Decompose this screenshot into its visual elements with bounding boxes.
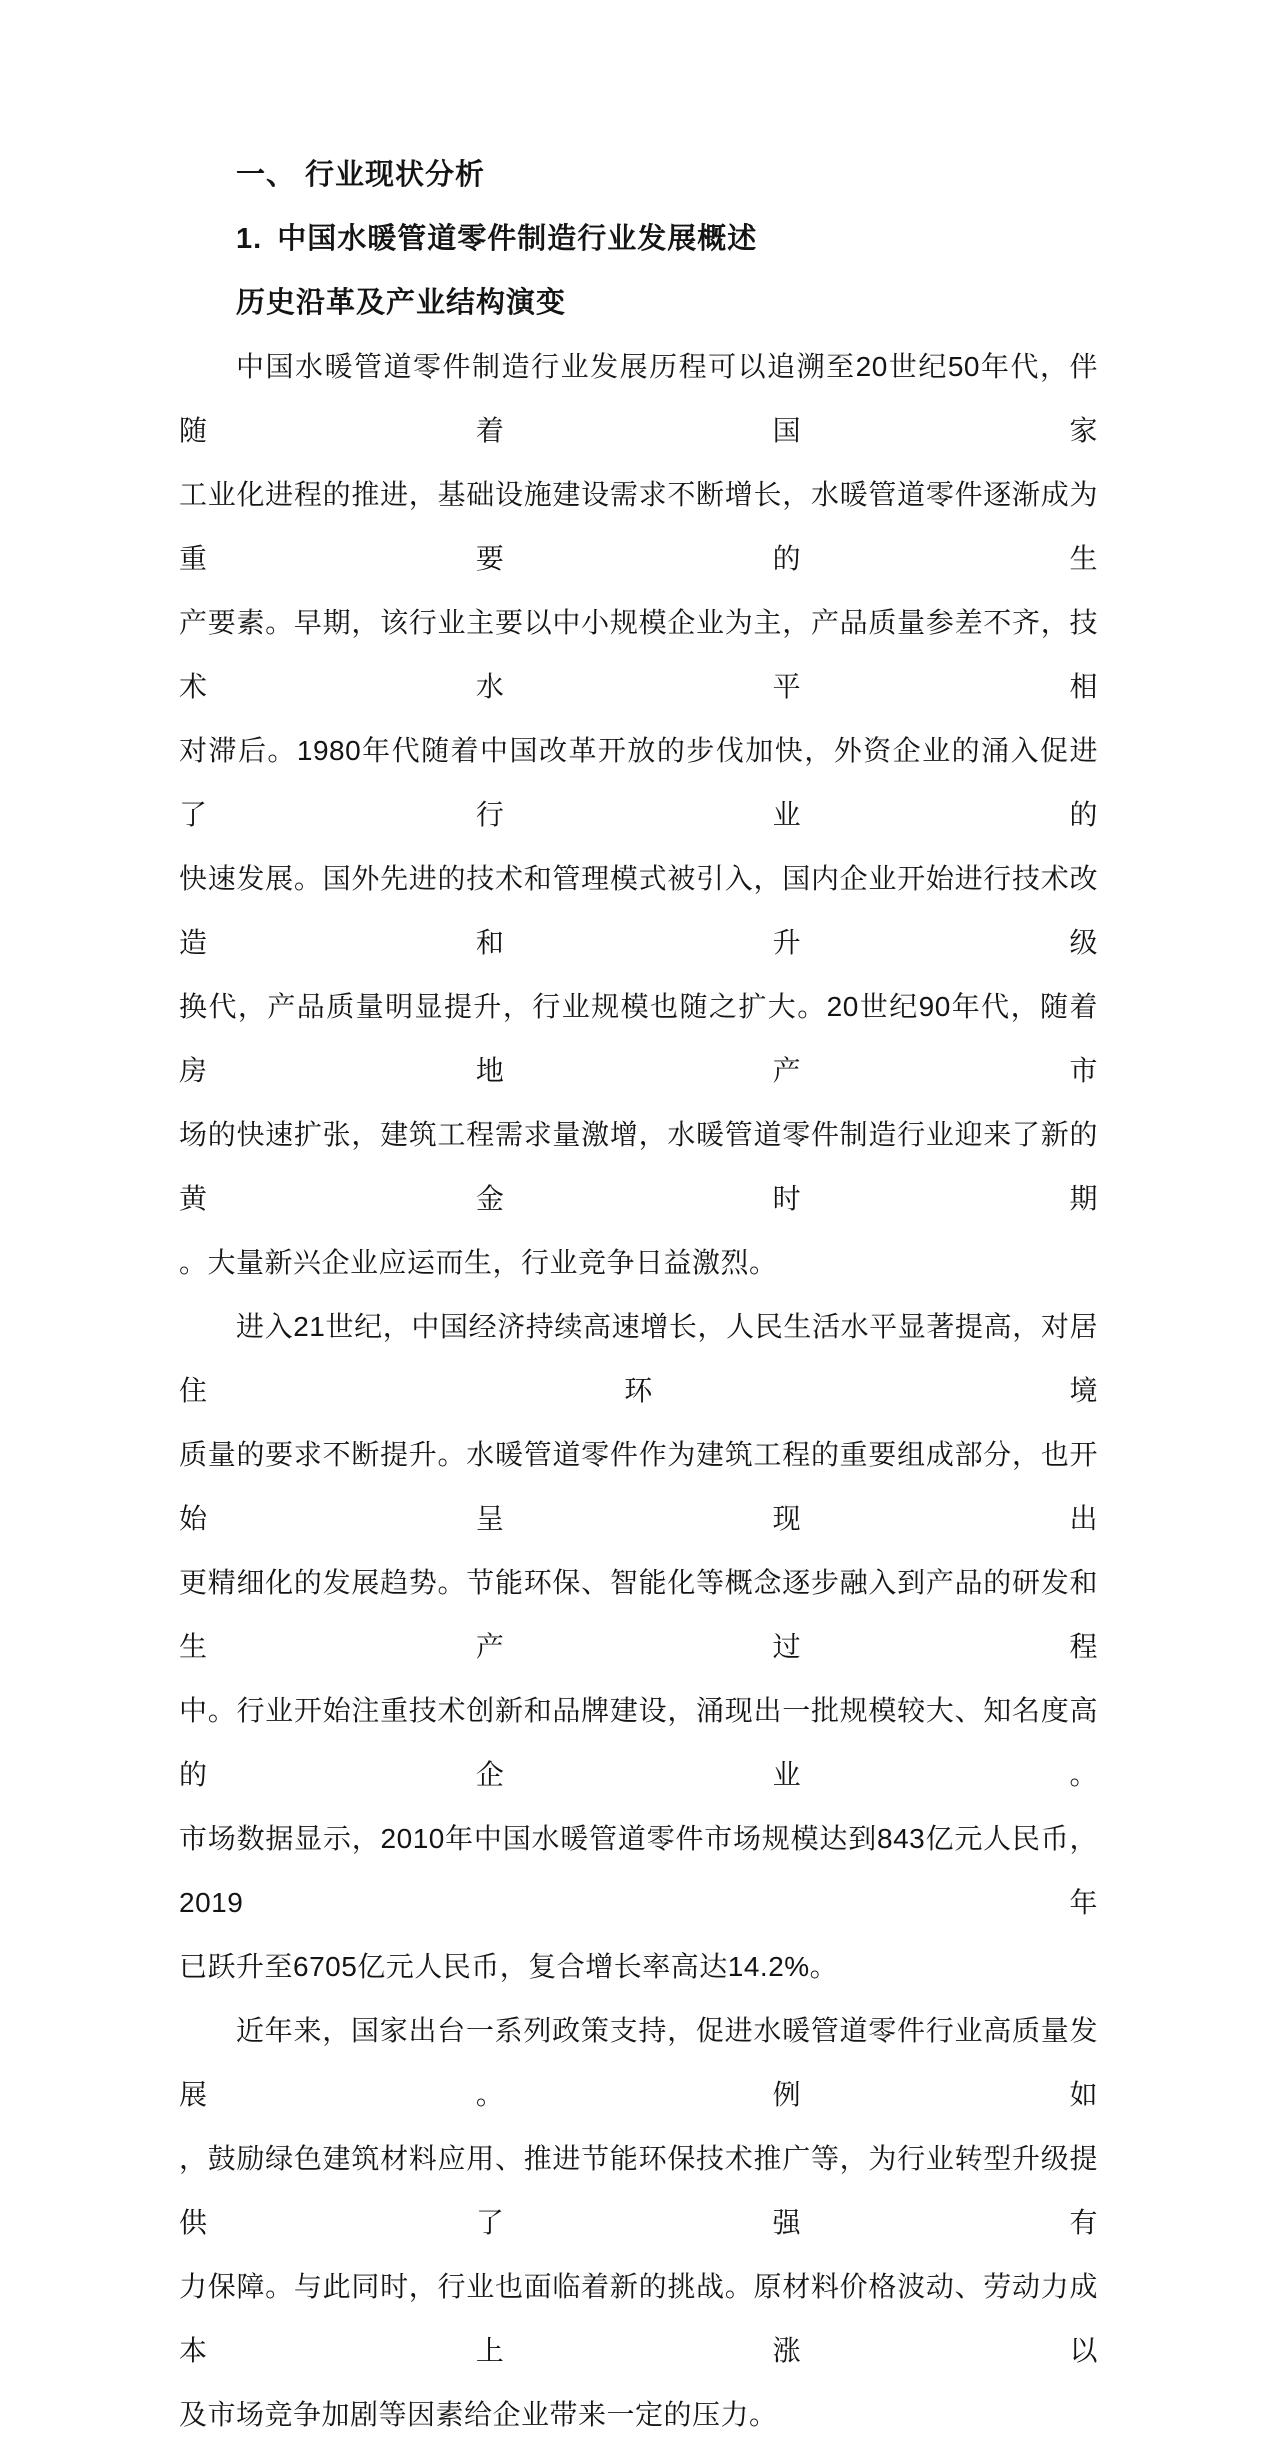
paragraph bbox=[179, 335, 1098, 1295]
heading2-text: 中国水暖管道零件制造行业发展概述 bbox=[277, 223, 758, 255]
text-line: 中。行业开始注重技术创新和品牌建设，涌现出一批规模较大、知名度高的企业。 bbox=[179, 1695, 1098, 1790]
heading2-number: 1. bbox=[236, 223, 263, 255]
text-line: 。大量新兴企业应运而生，行业竞争日益激烈。 bbox=[179, 1247, 778, 1278]
text-line: 对滞后。1980年代随着中国改革开放的步伐加快，外资企业的涌入促进了行业的 bbox=[179, 735, 1098, 830]
text-line: 已跃升至6705亿元人民币，复合增长率高达14.2%。 bbox=[179, 1951, 839, 1982]
section-heading-level3 bbox=[179, 271, 1098, 335]
heading3-text: 历史沿革及产业结构演变 bbox=[236, 287, 567, 319]
text-line: ，鼓励绿色建筑材料应用、推进节能环保技术推广等，为行业转型升级提供了强有 bbox=[179, 2143, 1098, 2238]
paragraph bbox=[179, 1999, 1098, 2447]
body-paragraphs bbox=[179, 335, 1098, 2447]
text-line: 及市场竞争加剧等因素给企业带来一定的压力。 bbox=[179, 2399, 778, 2430]
text-line: 工业化进程的推进，基础设施建设需求不断增长，水暖管道零件逐渐成为重要的生 bbox=[179, 479, 1098, 574]
text-line: 进入21世纪，中国经济持续高速增长，人民生活水平显著提高，对居住环境 bbox=[179, 1311, 1098, 1406]
text-line: 中国水暖管道零件制造行业发展历程可以追溯至20世纪50年代，伴随着国家 bbox=[179, 351, 1098, 446]
text-line: 质量的要求不断提升。水暖管道零件作为建筑工程的重要组成部分，也开始呈现出 bbox=[179, 1439, 1098, 1534]
section-heading-level1 bbox=[179, 143, 1098, 207]
paragraph bbox=[179, 1295, 1098, 1999]
text-line: 市场数据显示，2010年中国水暖管道零件市场规模达到843亿元人民币，2019年 bbox=[179, 1823, 1098, 1918]
heading1-text: 行业现状分析 bbox=[305, 159, 486, 191]
text-line: 场的快速扩张，建筑工程需求量激增，水暖管道零件制造行业迎来了新的黄金时期 bbox=[179, 1119, 1098, 1214]
text-line: 近年来，国家出台一系列政策支持，促进水暖管道零件行业高质量发展。例如 bbox=[179, 2015, 1098, 2110]
heading1-number: 一、 bbox=[236, 159, 297, 191]
text-line: 换代，产品质量明显提升，行业规模也随之扩大。20世纪90年代，随着房地产市 bbox=[179, 991, 1098, 1086]
text-line: 产要素。早期，该行业主要以中小规模企业为主，产品质量参差不齐，技术水平相 bbox=[179, 607, 1098, 702]
text-line: 更精细化的发展趋势。节能环保、智能化等概念逐步融入到产品的研发和生产过程 bbox=[179, 1567, 1098, 1662]
text-line: 快速发展。国外先进的技术和管理模式被引入，国内企业开始进行技术改造和升级 bbox=[179, 863, 1098, 958]
section-heading-level2 bbox=[179, 207, 1098, 271]
text-line: 力保障。与此同时，行业也面临着新的挑战。原材料价格波动、劳动力成本上涨以 bbox=[179, 2271, 1098, 2366]
